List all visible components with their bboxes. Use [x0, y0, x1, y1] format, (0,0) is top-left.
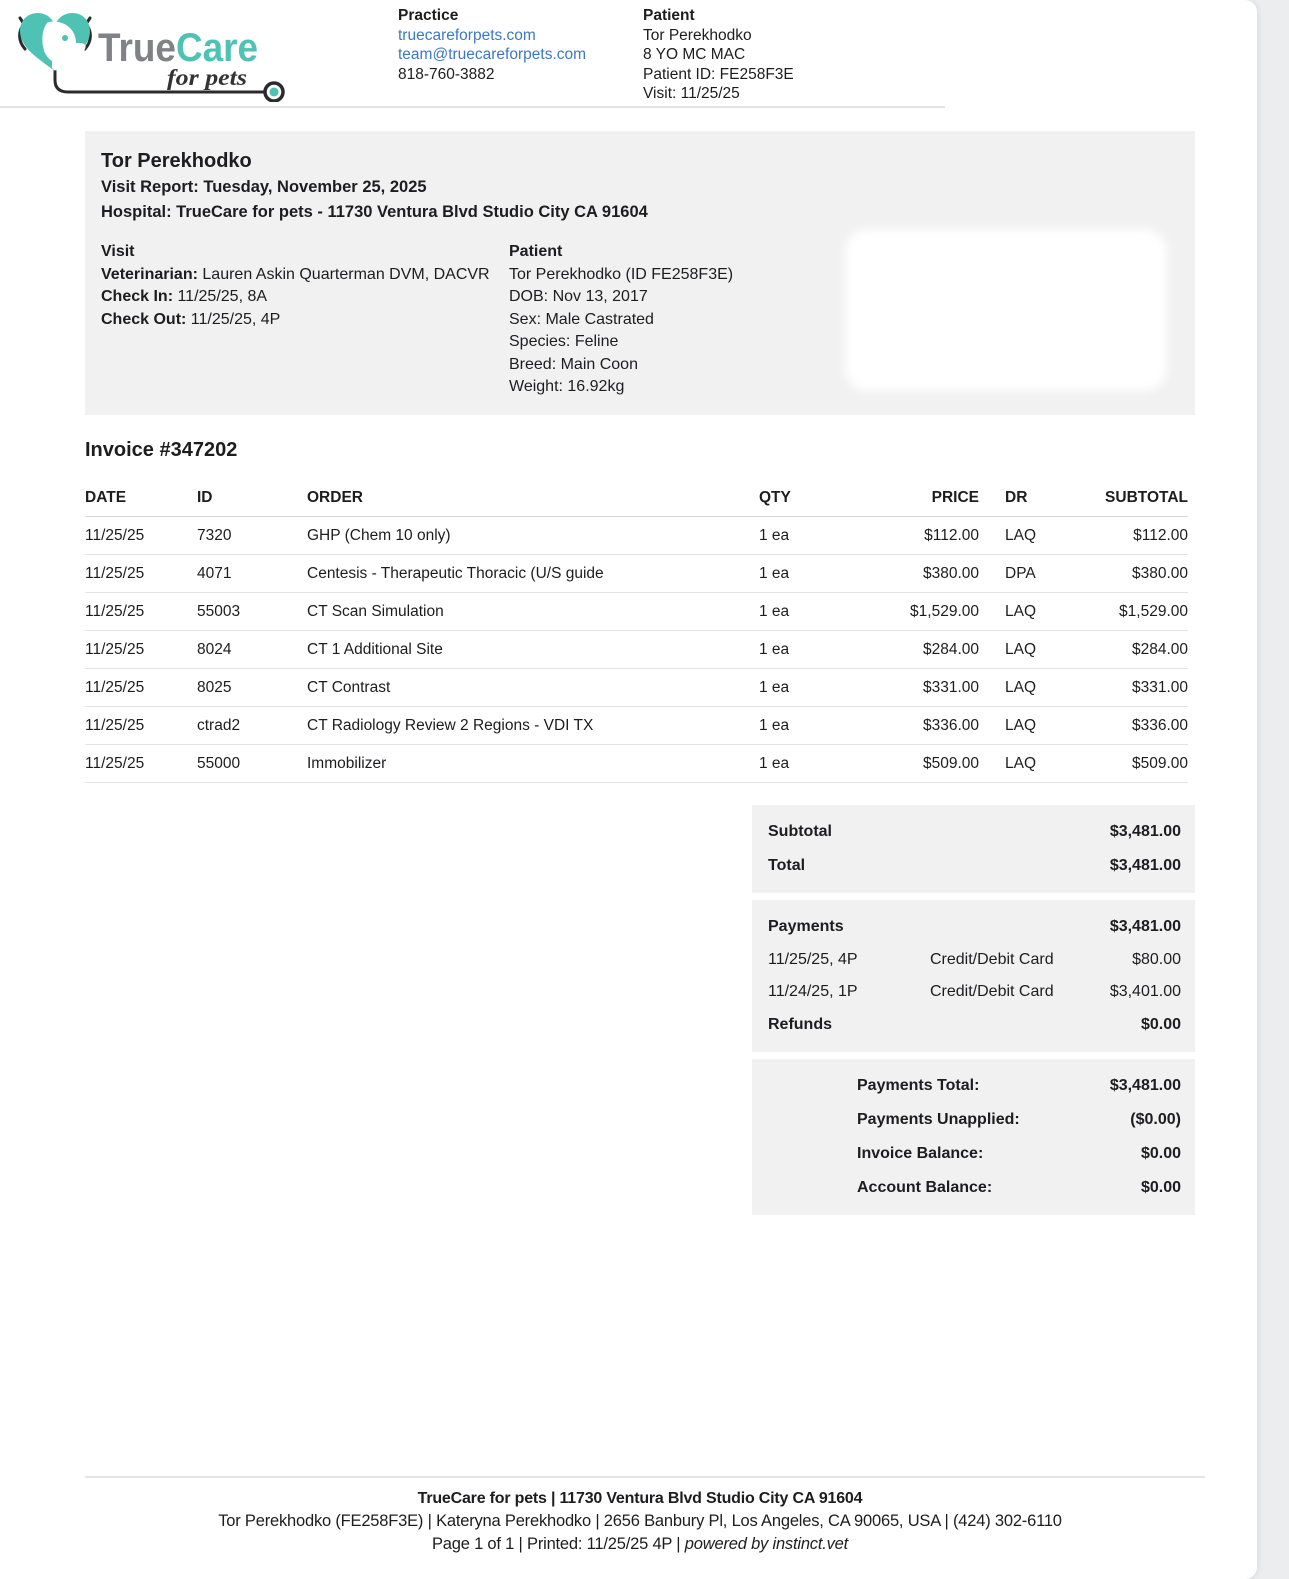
invoice-table-header: [85, 479, 1188, 517]
patient-detail-line: Weight: 16.92kg: [509, 378, 625, 395]
patient-id: Patient ID: FE258F3E: [643, 65, 794, 83]
payments-total-row: Payments Total: $3,481.00: [857, 1077, 1181, 1095]
document-footer: [85, 1476, 1195, 1556]
veterinarian-line: Veterinarian: Lauren Askin Quarterman DVM, DACVR: [101, 265, 490, 283]
column-header-date: DATE: [85, 488, 127, 506]
visit-summary-box: [85, 131, 1195, 415]
patient-signalment: 8 YO MC MAC: [643, 46, 746, 63]
redacted-area: [845, 229, 1167, 391]
svg-text:TrueCare: [98, 26, 265, 70]
column-header-order: ORDER: [307, 488, 363, 506]
payments-box: [752, 900, 1195, 1052]
table-row: 11/25/25 55003 CT Scan Simulation 1 ea $1,529.00 LAQ $1,529.00: [85, 593, 1188, 631]
payment-row: 11/24/25, 1P Credit/Debit Card $3,401.00: [768, 983, 1181, 1001]
table-row: 11/25/25 7320 GHP (Chem 10 only) 1 ea $112.00 LAQ $112.00: [85, 517, 1188, 555]
powered-by-text: powered by instinct.vet: [684, 1535, 849, 1553]
patient-detail-line: DOB: Nov 13, 2017: [509, 288, 648, 305]
footer-divider: [85, 1476, 1205, 1478]
practice-phone: 818-760-3882: [398, 65, 495, 83]
patient-name: Tor Perekhodko: [643, 26, 752, 44]
practice-email-link[interactable]: team@truecareforpets.com: [398, 46, 587, 63]
header-divider: [0, 106, 945, 108]
table-row: 11/25/25 4071 Centesis - Therapeutic Thoracic (U/S guide 1 ea $380.00 DPA $380.00: [85, 555, 1188, 593]
patient-detail-line: Breed: Main Coon: [509, 355, 638, 373]
document-header: [0, 0, 1257, 107]
patient-detail-line: Sex: Male Castrated: [509, 310, 654, 328]
patient-detail-line: Tor Perekhodko (ID FE258F3E): [509, 265, 734, 283]
practice-website-link[interactable]: truecareforpets.com: [398, 26, 536, 44]
check-in-line: Check In: 11/25/25, 8A: [101, 288, 268, 305]
account-balance-row: Account Balance: $0.00: [857, 1179, 1181, 1197]
balance-box: [752, 1059, 1195, 1215]
truecare-logo: [15, 8, 307, 107]
column-header-id: ID: [197, 488, 213, 506]
column-header-qty: QTY: [759, 488, 791, 506]
patient-label: Patient: [643, 7, 695, 24]
table-row: 11/25/25 8024 CT 1 Additional Site 1 ea $284.00 LAQ $284.00: [85, 631, 1188, 669]
column-header-dr: DR: [1005, 488, 1028, 506]
footer-page-line: Page 1 of 1 | Printed: 11/25/25 4P | powered by instinct.vet: [431, 1535, 849, 1553]
table-row: 11/25/25 55000 Immobilizer 1 ea $509.00 LAQ $509.00: [85, 745, 1188, 783]
brand-tagline-text: for pets: [167, 65, 248, 90]
refunds-row: Refunds $0.00: [768, 1016, 1181, 1034]
patient-detail-line: Species: Feline: [509, 333, 619, 350]
payments-header-row: Payments $3,481.00: [768, 918, 1181, 936]
invoice-title: Invoice #347202: [85, 438, 238, 461]
visit-details-column: [101, 241, 509, 399]
payments-unapplied-row: Payments Unapplied: ($0.00): [857, 1111, 1181, 1129]
brand-true-text: True: [98, 26, 183, 70]
footer-client-line: Tor Perekhodko (FE258F3E) | Kateryna Perekhodko | 2656 Banbury Pl, Los Angeles, CA 90065, USA | (424) 302-6110: [218, 1512, 1062, 1530]
practice-info-block: [398, 6, 586, 84]
column-header-subtotal: SUBTOTAL: [1105, 488, 1188, 506]
visit-patient-name: Tor Perekhodko: [101, 150, 252, 172]
patient-details-column: [509, 241, 869, 399]
invoice-table: [85, 479, 1188, 783]
stethoscope-chestpiece-icon: [265, 83, 283, 101]
table-row: 11/25/25 8025 CT Contrast 1 ea $331.00 LAQ $331.00: [85, 669, 1188, 707]
practice-label: Practice: [398, 7, 459, 24]
column-header-price: PRICE: [931, 488, 979, 506]
invoice-balance-row: Invoice Balance: $0.00: [857, 1145, 1181, 1163]
patient-info-block: [643, 6, 794, 104]
footer-practice-line: TrueCare for pets | 11730 Ventura Blvd Studio City CA 91604: [417, 1490, 863, 1507]
visit-column-label: Visit: [101, 243, 135, 260]
invoice-summary: [752, 805, 1195, 1215]
total-row: Total $3,481.00: [768, 857, 1181, 875]
check-out-line: Check Out: 11/25/25, 4P: [101, 310, 281, 328]
visit-report-title: Visit Report: Tuesday, November 25, 2025: [101, 178, 427, 196]
table-row: 11/25/25 ctrad2 CT Radiology Review 2 Regions - VDI TX 1 ea $336.00 LAQ $336.00: [85, 707, 1188, 745]
payment-row: 11/25/25, 4P Credit/Debit Card $80.00: [768, 951, 1181, 969]
visit-hospital: Hospital: TrueCare for pets - 11730 Ventura Blvd Studio City CA 91604: [101, 203, 648, 221]
patient-column-label: Patient: [509, 243, 563, 260]
brand-care-text: Care: [175, 26, 265, 70]
subtotal-row: Subtotal $3,481.00: [768, 823, 1181, 841]
totals-box: [752, 805, 1195, 893]
patient-visit-date: Visit: 11/25/25: [643, 85, 740, 102]
truecare-logo-graphic: [15, 8, 307, 102]
